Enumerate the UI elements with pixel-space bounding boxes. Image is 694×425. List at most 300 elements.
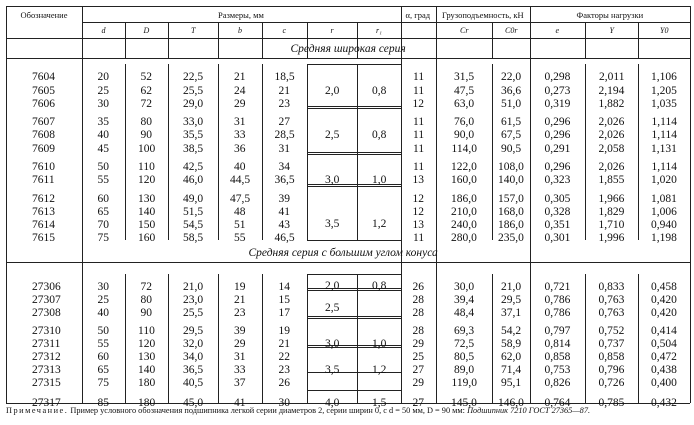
table-cell-T: 23,0 bbox=[183, 294, 204, 306]
table-cell-T: 33,0 bbox=[183, 116, 204, 128]
table-cell-alpha: 11 bbox=[413, 129, 425, 141]
table-cell-Y0: 1,198 bbox=[651, 232, 677, 244]
table-cell-oboz: 27315 bbox=[32, 377, 61, 389]
table-cell-d: 40 bbox=[97, 307, 109, 319]
table-cell-c: 17 bbox=[278, 307, 290, 319]
table-vline bbox=[638, 64, 639, 240]
table-cell-d: 70 bbox=[97, 219, 109, 231]
table-cell-C0r: 51,0 bbox=[501, 98, 522, 110]
table-cell-oboz: 27312 bbox=[32, 351, 61, 363]
table-vline bbox=[6, 6, 7, 403]
table-cell-Y0: 0,458 bbox=[651, 281, 677, 293]
table-vline bbox=[585, 64, 586, 240]
table-cell-Cr: 280,0 bbox=[451, 232, 477, 244]
table-cell-Y: 2,011 bbox=[599, 71, 625, 83]
table-cell-T: 25,5 bbox=[183, 307, 204, 319]
table-cell-oboz: 7608 bbox=[32, 129, 55, 141]
table-cell-c: 28,5 bbox=[274, 129, 295, 141]
table-cell-alpha: 29 bbox=[412, 338, 424, 350]
table-cell-Y: 0,737 bbox=[598, 338, 625, 350]
footnote-label: Примечание. bbox=[6, 406, 69, 415]
table-cell-r: 2,5 bbox=[325, 302, 340, 314]
column-symbol-d: d bbox=[101, 26, 106, 35]
column-symbol-e: e bbox=[555, 26, 560, 35]
table-cell-c: 23 bbox=[278, 364, 290, 376]
table-vline bbox=[585, 274, 586, 403]
table-cell-b: 55 bbox=[234, 232, 246, 244]
table-cell-C0r: 90,5 bbox=[501, 143, 522, 155]
table-cell-D: 120 bbox=[138, 338, 156, 350]
table-cell-oboz: 7611 bbox=[32, 174, 55, 186]
table-vline bbox=[638, 22, 639, 58]
table-cell-c: 30 bbox=[278, 397, 290, 409]
table-cell-alpha: 28 bbox=[412, 325, 424, 337]
table-cell-e: 0,351 bbox=[544, 219, 571, 231]
table-cell-Y: 0,763 bbox=[598, 307, 625, 319]
table-vline bbox=[638, 274, 639, 403]
table-cell-D: 130 bbox=[138, 193, 156, 205]
table-hline bbox=[307, 106, 401, 107]
table-cell-Cr: 30,0 bbox=[454, 281, 475, 293]
table-vline bbox=[125, 64, 126, 240]
table-cell-r: 2,0 bbox=[325, 85, 340, 97]
table-cell-b: 37 bbox=[234, 377, 246, 389]
table-hline bbox=[307, 186, 401, 187]
table-cell-T: 32,0 bbox=[183, 338, 204, 350]
table-cell-b: 47,5 bbox=[230, 193, 251, 205]
table-cell-C0r: 71,4 bbox=[501, 364, 522, 376]
table-vline bbox=[492, 64, 493, 240]
table-vline bbox=[492, 22, 493, 58]
table-cell-T: 46,0 bbox=[183, 174, 204, 186]
table-cell-Cr: 186,0 bbox=[451, 193, 477, 205]
table-cell-Y0: 0,438 bbox=[651, 364, 677, 376]
table-cell-D: 140 bbox=[138, 364, 156, 376]
table-cell-c: 39 bbox=[278, 193, 290, 205]
table-cell-b: 33 bbox=[234, 129, 246, 141]
table-cell-r: 3,0 bbox=[325, 338, 340, 350]
table-vline bbox=[262, 274, 263, 403]
table-cell-oboz: 7607 bbox=[32, 116, 55, 128]
table-cell-c: 21 bbox=[278, 338, 290, 350]
table-cell-r: 4,0 bbox=[325, 397, 340, 409]
table-cell-Cr: 90,0 bbox=[454, 129, 475, 141]
table-cell-oboz: 27310 bbox=[32, 325, 61, 337]
column-symbol-T: T bbox=[191, 26, 196, 35]
table-cell-D: 140 bbox=[138, 206, 156, 218]
table-cell-oboz: 27313 bbox=[32, 364, 61, 376]
table-cell-e: 0,296 bbox=[544, 161, 571, 173]
table-cell-T: 51,5 bbox=[183, 206, 204, 218]
table-cell-C0r: 186,0 bbox=[498, 219, 524, 231]
table-cell-D: 80 bbox=[140, 294, 152, 306]
table-cell-alpha: 26 bbox=[412, 281, 424, 293]
table-hline bbox=[307, 390, 401, 391]
table-vline bbox=[168, 64, 169, 240]
table-cell-b: 19 bbox=[234, 281, 246, 293]
table-cell-e: 0,753 bbox=[544, 364, 571, 376]
table-cell-b: 44,5 bbox=[230, 174, 251, 186]
table-cell-Y: 2,026 bbox=[598, 116, 625, 128]
table-cell-T: 22,5 bbox=[183, 71, 204, 83]
table-cell-C0r: 95,1 bbox=[501, 377, 522, 389]
table-cell-Cr: 145,0 bbox=[451, 397, 477, 409]
table-cell-T: 29,0 bbox=[183, 98, 204, 110]
table-cell-r: 3,5 bbox=[325, 218, 340, 230]
table-cell-b: 36 bbox=[234, 143, 246, 155]
table-cell-r1: 1,2 bbox=[372, 218, 387, 230]
table-vline bbox=[492, 274, 493, 403]
column-symbol-r: r bbox=[330, 26, 334, 35]
table-hline bbox=[307, 152, 401, 153]
table-vline bbox=[401, 6, 402, 403]
section-title-medium-wide: Средняя широкая серия bbox=[290, 43, 406, 55]
table-cell-b: 31 bbox=[234, 116, 246, 128]
table-cell-d: 75 bbox=[97, 377, 109, 389]
section-title-large-cone: Средняя серия с большим углом конуса bbox=[248, 247, 438, 259]
table-hline bbox=[6, 58, 690, 59]
table-cell-b: 24 bbox=[234, 85, 246, 97]
table-cell-Cr: 210,0 bbox=[451, 206, 477, 218]
table-cell-c: 34 bbox=[278, 161, 290, 173]
table-cell-Y0: 0,472 bbox=[651, 351, 677, 363]
table-cell-Y: 1,855 bbox=[598, 174, 625, 186]
table-cell-Cr: 89,0 bbox=[454, 364, 475, 376]
table-cell-r: 3,5 bbox=[325, 364, 340, 376]
table-cell-alpha: 12 bbox=[412, 193, 424, 205]
table-hline bbox=[307, 240, 401, 241]
table-cell-r1: 1,0 bbox=[372, 174, 387, 186]
table-vline bbox=[585, 22, 586, 58]
table-cell-e: 0,814 bbox=[544, 338, 571, 350]
table-cell-Y0: 1,081 bbox=[651, 193, 677, 205]
table-cell-T: 25,5 bbox=[183, 85, 204, 97]
table-cell-Cr: 47,5 bbox=[454, 85, 475, 97]
table-cell-T: 45,0 bbox=[183, 397, 204, 409]
table-cell-Cr: 122,0 bbox=[451, 161, 477, 173]
table-cell-T: 34,0 bbox=[183, 351, 204, 363]
table-cell-e: 0,764 bbox=[544, 397, 571, 409]
table-cell-e: 0,298 bbox=[544, 71, 571, 83]
table-cell-oboz: 7605 bbox=[32, 85, 55, 97]
table-cell-Y: 2,026 bbox=[598, 161, 625, 173]
column-symbol-r1: r₁ bbox=[376, 26, 382, 35]
table-cell-alpha: 25 bbox=[412, 351, 424, 363]
table-vline bbox=[125, 22, 126, 58]
table-vline bbox=[690, 6, 691, 403]
table-cell-r1: 1,5 bbox=[372, 397, 387, 409]
table-cell-C0r: 36,6 bbox=[501, 85, 522, 97]
table-cell-d: 40 bbox=[97, 129, 109, 141]
table-cell-d: 85 bbox=[97, 397, 109, 409]
table-cell-C0r: 37,1 bbox=[501, 307, 522, 319]
table-cell-D: 120 bbox=[138, 174, 156, 186]
table-cell-oboz: 7606 bbox=[32, 98, 55, 110]
table-cell-C0r: 108,0 bbox=[498, 161, 524, 173]
table-vline bbox=[168, 274, 169, 403]
table-cell-D: 90 bbox=[140, 307, 152, 319]
table-cell-Y: 1,966 bbox=[598, 193, 625, 205]
table-cell-Cr: 160,0 bbox=[451, 174, 477, 186]
table-cell-D: 130 bbox=[138, 351, 156, 363]
table-cell-C0r: 235,0 bbox=[498, 232, 524, 244]
table-hline bbox=[307, 274, 401, 275]
table-cell-r1: 0,8 bbox=[372, 280, 387, 292]
table-cell-b: 40 bbox=[234, 161, 246, 173]
table-cell-e: 0,305 bbox=[544, 193, 571, 205]
table-cell-T: 35,5 bbox=[183, 129, 204, 141]
table-hline bbox=[6, 262, 690, 263]
table-cell-Y0: 1,106 bbox=[651, 71, 677, 83]
table-vline bbox=[262, 64, 263, 240]
table-cell-Y0: 0,940 bbox=[651, 219, 677, 231]
table-cell-b: 29 bbox=[234, 98, 246, 110]
table-cell-Y: 0,726 bbox=[598, 377, 625, 389]
table-hline bbox=[307, 154, 401, 155]
table-cell-alpha: 27 bbox=[412, 397, 424, 409]
table-cell-oboz: 27307 bbox=[32, 294, 61, 306]
table-cell-Y0: 0,432 bbox=[651, 397, 677, 409]
table-cell-C0r: 22,0 bbox=[501, 71, 522, 83]
table-cell-oboz: 7609 bbox=[32, 143, 55, 155]
table-cell-C0r: 61,5 bbox=[501, 116, 522, 128]
table-cell-Cr: 72,5 bbox=[454, 338, 475, 350]
table-cell-e: 0,273 bbox=[544, 85, 571, 97]
table-cell-Y0: 1,035 bbox=[651, 98, 677, 110]
table-cell-C0r: 29,5 bbox=[501, 294, 522, 306]
table-cell-alpha: 11 bbox=[413, 161, 425, 173]
table-cell-b: 21 bbox=[234, 71, 246, 83]
column-header-load-factors: Факторы нагрузки bbox=[576, 10, 644, 20]
table-cell-c: 31 bbox=[278, 143, 290, 155]
table-cell-b: 41 bbox=[234, 397, 246, 409]
table-cell-oboz: 7612 bbox=[32, 193, 55, 205]
table-cell-d: 30 bbox=[97, 98, 109, 110]
table-cell-Y: 0,833 bbox=[598, 281, 625, 293]
table-cell-e: 0,826 bbox=[544, 377, 571, 389]
column-symbol-Y0: Y0 bbox=[660, 26, 669, 35]
table-cell-D: 90 bbox=[140, 129, 152, 141]
table-cell-alpha: 11 bbox=[413, 143, 425, 155]
table-cell-d: 25 bbox=[97, 85, 109, 97]
table-hline bbox=[307, 288, 401, 289]
table-cell-alpha: 28 bbox=[412, 307, 424, 319]
table-cell-T: 49,0 bbox=[183, 193, 204, 205]
table-cell-oboz: 7615 bbox=[32, 232, 55, 244]
table-cell-d: 55 bbox=[97, 338, 109, 350]
table-cell-c: 14 bbox=[278, 281, 290, 293]
table-cell-Y0: 0,414 bbox=[651, 325, 677, 337]
table-cell-e: 0,296 bbox=[544, 129, 571, 141]
table-cell-Y0: 1,131 bbox=[651, 143, 677, 155]
column-header-load-capacity: Грузоподъемность, кН bbox=[442, 10, 524, 20]
table-cell-r: 3,0 bbox=[325, 174, 340, 186]
table-cell-D: 160 bbox=[138, 232, 156, 244]
table-cell-alpha: 11 bbox=[413, 116, 425, 128]
table-cell-alpha: 13 bbox=[412, 219, 424, 231]
table-cell-alpha: 11 bbox=[413, 232, 425, 244]
footnote-text: Пример условного обозначения подшипника легкой серии диаметров 2, серии ширин 0, с d = 50 мм, D = 90 мм: bbox=[70, 406, 465, 415]
table-cell-T: 40,5 bbox=[183, 377, 204, 389]
table-cell-Y: 1,882 bbox=[598, 98, 625, 110]
table-cell-Y: 0,752 bbox=[598, 325, 625, 337]
table-cell-Y0: 1,114 bbox=[651, 116, 677, 128]
table-vline bbox=[218, 274, 219, 403]
column-symbol-Y: Y bbox=[609, 26, 614, 35]
table-cell-b: 29 bbox=[234, 338, 246, 350]
table-hline bbox=[307, 108, 401, 109]
table-cell-Y: 1,996 bbox=[598, 232, 625, 244]
table-cell-Y: 1,829 bbox=[598, 206, 625, 218]
table-cell-e: 0,786 bbox=[544, 307, 571, 319]
table-cell-d: 60 bbox=[97, 193, 109, 205]
table-cell-Y0: 1,114 bbox=[651, 161, 677, 173]
table-cell-Cr: 48,4 bbox=[454, 307, 475, 319]
table-cell-Cr: 31,5 bbox=[454, 71, 475, 83]
table-cell-Y: 0,858 bbox=[598, 351, 625, 363]
table-hline bbox=[307, 347, 401, 348]
table-cell-e: 0,301 bbox=[544, 232, 571, 244]
table-hline bbox=[6, 38, 690, 39]
table-cell-r1: 1,0 bbox=[372, 338, 387, 350]
table-cell-D: 52 bbox=[140, 71, 152, 83]
table-cell-e: 0,328 bbox=[544, 206, 571, 218]
table-cell-D: 180 bbox=[138, 397, 156, 409]
table-hline bbox=[307, 290, 401, 291]
table-vline bbox=[218, 22, 219, 58]
table-hline bbox=[82, 22, 690, 23]
table-cell-alpha: 27 bbox=[412, 364, 424, 376]
table-cell-C0r: 21,0 bbox=[501, 281, 522, 293]
column-header-designation: Обозначение bbox=[20, 10, 68, 20]
table-cell-r1: 0,8 bbox=[372, 129, 387, 141]
table-cell-C0r: 62,0 bbox=[501, 351, 522, 363]
table-cell-C0r: 58,9 bbox=[501, 338, 522, 350]
column-symbol-c: c bbox=[282, 26, 287, 35]
table-cell-C0r: 140,0 bbox=[498, 174, 524, 186]
table-cell-Y: 2,058 bbox=[598, 143, 625, 155]
table-cell-e: 0,291 bbox=[544, 143, 571, 155]
table-cell-D: 110 bbox=[138, 161, 155, 173]
table-cell-Y: 0,796 bbox=[598, 364, 625, 376]
table-vline bbox=[262, 22, 263, 58]
table-cell-Y0: 0,400 bbox=[651, 377, 677, 389]
table-vline bbox=[168, 22, 169, 58]
table-hline bbox=[307, 64, 401, 65]
table-cell-c: 43 bbox=[278, 219, 290, 231]
table-cell-alpha: 29 bbox=[412, 377, 424, 389]
table-cell-d: 50 bbox=[97, 161, 109, 173]
table-cell-c: 26 bbox=[278, 377, 290, 389]
column-header-angle: α, град bbox=[405, 10, 431, 20]
table-cell-c: 23 bbox=[278, 98, 290, 110]
table-cell-b: 33 bbox=[234, 364, 246, 376]
table-cell-e: 0,786 bbox=[544, 294, 571, 306]
table-cell-d: 20 bbox=[97, 71, 109, 83]
table-cell-e: 0,858 bbox=[544, 351, 571, 363]
table-cell-oboz: 27308 bbox=[32, 307, 61, 319]
footnote-example: Подшипник 7210 ГОСТ 27365—87. bbox=[467, 406, 591, 415]
column-header-dimensions: Размеры, мм bbox=[218, 10, 264, 20]
table-cell-c: 15 bbox=[278, 294, 290, 306]
table-vline bbox=[82, 6, 83, 403]
table-cell-Y0: 1,205 bbox=[651, 85, 677, 97]
table-cell-D: 150 bbox=[138, 219, 156, 231]
table-vline bbox=[530, 6, 531, 403]
table-cell-Cr: 39,4 bbox=[454, 294, 475, 306]
table-cell-Y0: 0,420 bbox=[651, 307, 677, 319]
table-cell-Y0: 0,420 bbox=[651, 294, 677, 306]
table-cell-d: 60 bbox=[97, 351, 109, 363]
table-cell-Cr: 114,0 bbox=[451, 143, 477, 155]
table-cell-r: 2,5 bbox=[325, 129, 340, 141]
table-cell-Y0: 1,114 bbox=[651, 129, 677, 141]
table-cell-b: 23 bbox=[234, 307, 246, 319]
table-cell-c: 46,5 bbox=[274, 232, 295, 244]
table-cell-Y: 0,763 bbox=[598, 294, 625, 306]
table-cell-c: 21 bbox=[278, 85, 290, 97]
table-cell-d: 55 bbox=[97, 174, 109, 186]
table-cell-C0r: 157,0 bbox=[498, 193, 524, 205]
table-cell-T: 21,0 bbox=[183, 281, 204, 293]
table-cell-D: 100 bbox=[138, 143, 156, 155]
table-vline bbox=[125, 274, 126, 403]
table-cell-C0r: 168,0 bbox=[498, 206, 524, 218]
table-cell-d: 65 bbox=[97, 364, 109, 376]
table-vline bbox=[218, 64, 219, 240]
table-cell-Cr: 240,0 bbox=[451, 219, 477, 231]
table-cell-d: 35 bbox=[97, 116, 109, 128]
table-cell-C0r: 146,0 bbox=[498, 397, 524, 409]
table-hline bbox=[307, 316, 401, 317]
table-cell-c: 22 bbox=[278, 351, 290, 363]
table-cell-d: 25 bbox=[97, 294, 109, 306]
table-cell-Y0: 0,504 bbox=[651, 338, 677, 350]
table-cell-d: 50 bbox=[97, 325, 109, 337]
table-cell-c: 36,5 bbox=[274, 174, 295, 186]
table-cell-oboz: 27306 bbox=[32, 281, 61, 293]
table-cell-d: 65 bbox=[97, 206, 109, 218]
table-cell-alpha: 12 bbox=[412, 98, 424, 110]
table-cell-oboz: 27317 bbox=[32, 397, 61, 409]
table-hline bbox=[307, 372, 401, 373]
table-cell-D: 72 bbox=[140, 281, 152, 293]
table-cell-c: 27 bbox=[278, 116, 290, 128]
table-cell-b: 21 bbox=[234, 294, 246, 306]
table-cell-alpha: 11 bbox=[413, 71, 425, 83]
column-symbol-D: D bbox=[143, 26, 150, 35]
table-cell-D: 72 bbox=[140, 98, 152, 110]
table-cell-T: 58,5 bbox=[183, 232, 204, 244]
table-cell-b: 39 bbox=[234, 325, 246, 337]
table-cell-alpha: 11 bbox=[413, 85, 425, 97]
table-cell-Y: 1,710 bbox=[598, 219, 625, 231]
table-cell-Y: 0,785 bbox=[598, 397, 625, 409]
table-hline bbox=[307, 184, 401, 185]
table-cell-alpha: 12 bbox=[412, 206, 424, 218]
table-cell-oboz: 27311 bbox=[32, 338, 61, 350]
table-cell-Cr: 76,0 bbox=[454, 116, 475, 128]
table-cell-C0r: 67,5 bbox=[501, 129, 522, 141]
table-cell-e: 0,797 bbox=[544, 325, 571, 337]
table-cell-r1: 0,8 bbox=[372, 85, 387, 97]
table-hline bbox=[307, 318, 401, 319]
table-cell-c: 18,5 bbox=[274, 71, 295, 83]
table-cell-D: 80 bbox=[140, 116, 152, 128]
table-cell-Y: 2,026 bbox=[598, 129, 625, 141]
table-cell-e: 0,721 bbox=[544, 281, 571, 293]
table-cell-e: 0,319 bbox=[544, 98, 571, 110]
